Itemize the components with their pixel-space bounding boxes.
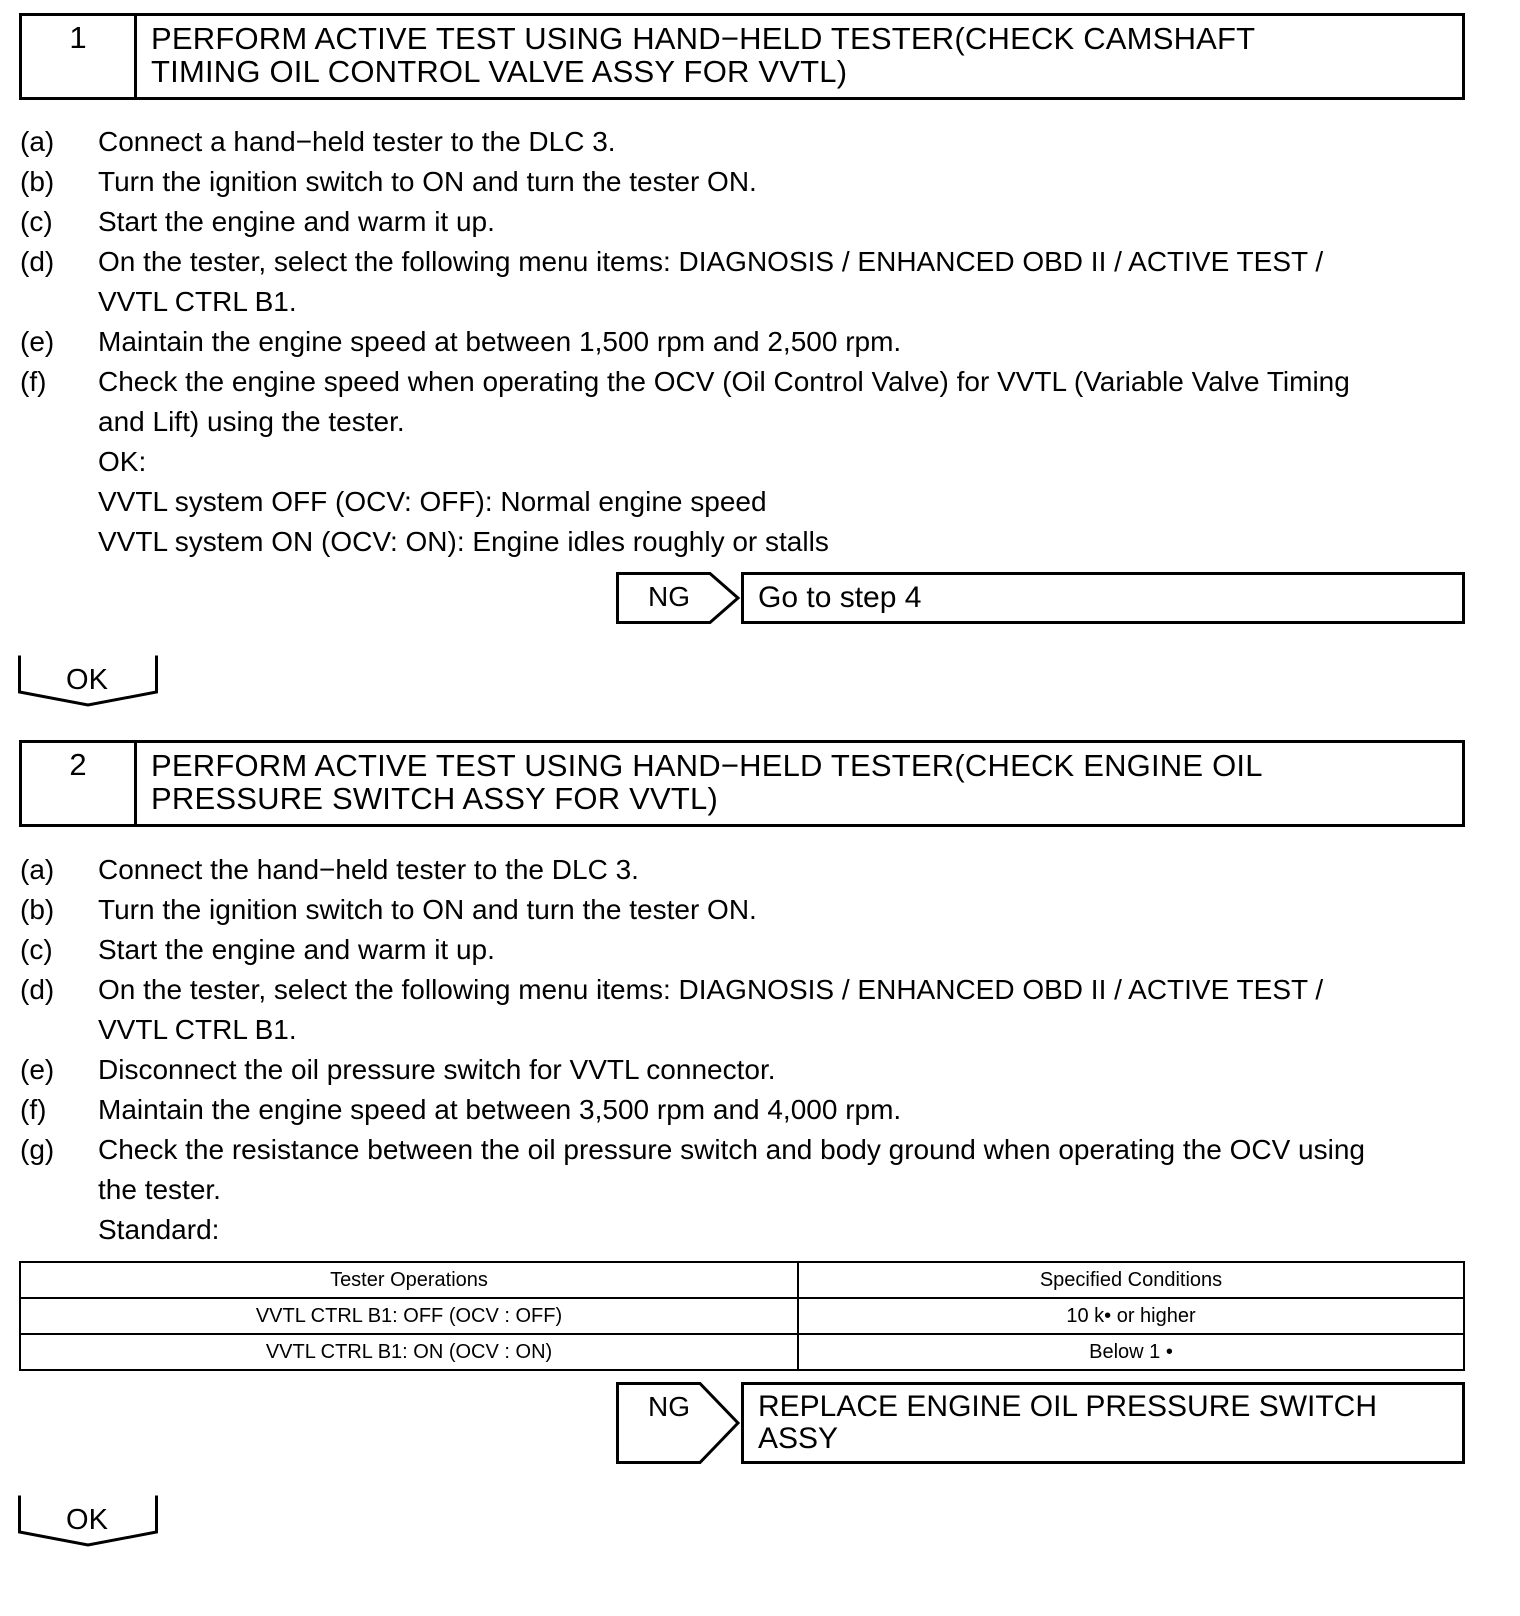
- step-1-item-d: (d) On the tester, select the following menu items: DIAGNOSIS / ENHANCED OBD II / ACTIVE TEST / VVTL CTRL B1.: [20, 246, 1324, 317]
- table-row: [20, 1334, 1464, 1370]
- step-1-header: [19, 13, 1465, 100]
- step-1-item-c: (c) Start the engine and warm it up.: [20, 206, 495, 237]
- step-2-header: [19, 740, 1465, 827]
- table-cell: VVTL CTRL B1: OFF (OCV : OFF): [20, 1298, 798, 1334]
- table-row: [20, 1298, 1464, 1334]
- step-2-item-c: (c) Start the engine and warm it up.: [20, 934, 495, 965]
- step-2-item-d: (d) On the tester, select the following menu items: DIAGNOSIS / ENHANCED OBD II / ACTIVE TEST / VVTL CTRL B1.: [20, 974, 1324, 1045]
- step-1-number: 1: [22, 16, 137, 97]
- step-1-item-f: (f) Check the engine speed when operating the OCV (Oil Control Valve) for VVTL (Variable Valve Timing and Lift) using the tester.: [20, 366, 1350, 437]
- step-2-ok-label: OK: [66, 1504, 108, 1536]
- table-cell: VVTL CTRL B1: ON (OCV : ON): [20, 1334, 798, 1370]
- step-2-ok-arrow: [18, 1494, 158, 1548]
- table-header: Tester Operations: [20, 1262, 798, 1298]
- step-1-item-a: (a) Connect a hand−held tester to the DLC 3.: [20, 126, 616, 157]
- step-2-item-b: (b) Turn the ignition switch to ON and turn the tester ON.: [20, 894, 757, 925]
- step-1-ng-arrow: [616, 572, 742, 624]
- step-2-number: 2: [22, 743, 137, 824]
- step-1-ok-line-2: VVTL system ON (OCV: ON): Engine idles roughly or stalls: [98, 526, 829, 557]
- step-2-item-a: (a) Connect the hand−held tester to the DLC 3.: [20, 854, 639, 885]
- step-2-item-e: (e) Disconnect the oil pressure switch for VVTL connector.: [20, 1054, 776, 1085]
- step-1-ok-label: OK: [66, 664, 108, 696]
- step-2-ng-arrow: [616, 1382, 742, 1464]
- step-1-title: PERFORM ACTIVE TEST USING HAND−HELD TESTER(CHECK CAMSHAFT TIMING OIL CONTROL VALVE ASSY FOR VVTL): [151, 21, 1256, 89]
- step-2-ng-result: REPLACE ENGINE OIL PRESSURE SWITCH ASSY: [741, 1382, 1465, 1464]
- step-1-ng-label: NG: [648, 581, 690, 612]
- table-cell: Below 1 •: [798, 1334, 1464, 1370]
- step-2-item-f: (f) Maintain the engine speed at between 3,500 rpm and 4,000 rpm.: [20, 1094, 902, 1125]
- step-2-standard-label: Standard:: [98, 1214, 220, 1245]
- table-cell: 10 k• or higher: [798, 1298, 1464, 1334]
- step-2-title: PERFORM ACTIVE TEST USING HAND−HELD TESTER(CHECK ENGINE OIL PRESSURE SWITCH ASSY FOR VVTL): [151, 748, 1263, 816]
- step-1-ng-result: Go to step 4: [741, 572, 1465, 624]
- step-2-ng-label: NG: [648, 1391, 690, 1422]
- step-1-ok-line-1: VVTL system OFF (OCV: OFF): Normal engine speed: [98, 486, 767, 517]
- step-1-item-b: (b) Turn the ignition switch to ON and turn the tester ON.: [20, 166, 757, 197]
- table-header-row: [20, 1262, 1464, 1298]
- spec-table: [19, 1261, 1465, 1371]
- table-header: Specified Conditions: [798, 1262, 1464, 1298]
- step-2-item-g: (g) Check the resistance between the oil pressure switch and body ground when operating the OCV using the tester.: [20, 1134, 1365, 1205]
- step-1-item-e: (e) Maintain the engine speed at between 1,500 rpm and 2,500 rpm.: [20, 326, 902, 357]
- step-1-ok-arrow: [18, 654, 158, 708]
- step-1-ok-heading: OK:: [98, 446, 147, 477]
